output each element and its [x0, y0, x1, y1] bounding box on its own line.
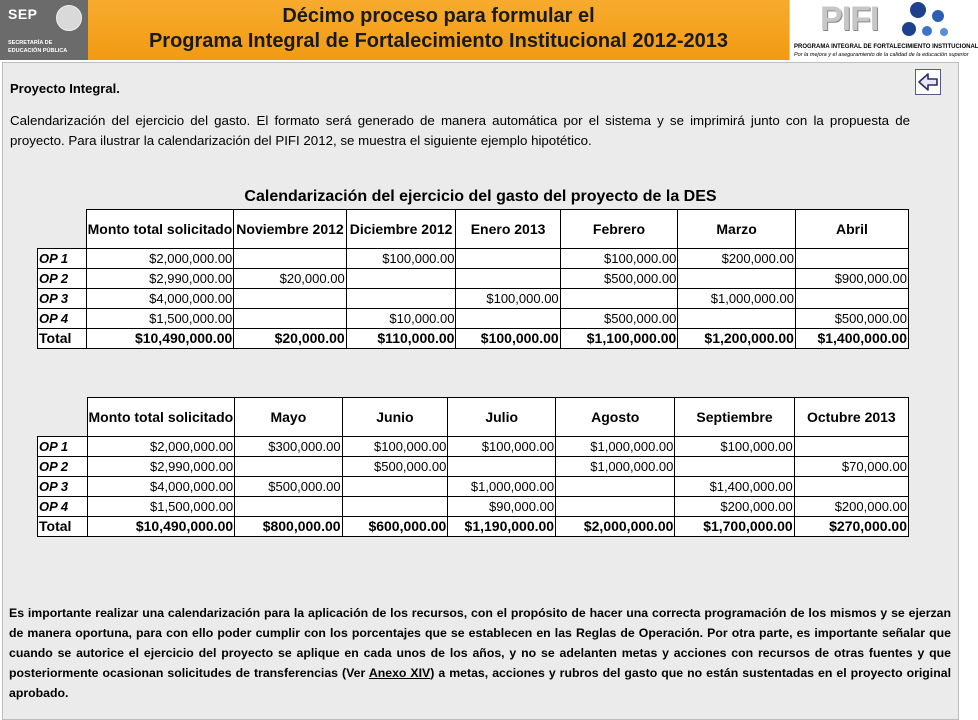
table-cell: $800,000.00 — [235, 517, 342, 537]
table-cell: $270,000.00 — [794, 517, 908, 537]
table-header-row — [38, 210, 909, 249]
table-cell: $1,500,000.00 — [86, 309, 234, 329]
table-row — [38, 437, 909, 457]
table-cell: $100,000.00 — [456, 289, 560, 309]
table-cell — [678, 309, 796, 329]
table-cell: $900,000.00 — [795, 269, 908, 289]
row-label: OP 3 — [38, 289, 87, 309]
table-cell: $20,000.00 — [234, 269, 346, 289]
table-cell — [794, 437, 908, 457]
pifi-logo-dot-icon — [922, 26, 932, 36]
pifi-logo-dot-icon — [902, 22, 916, 36]
column-header: Agosto — [556, 398, 675, 437]
table-cell — [556, 497, 675, 517]
table-cell: $500,000.00 — [235, 477, 342, 497]
table-cell: $100,000.00 — [448, 437, 556, 457]
pifi-logo-dot-icon — [932, 10, 944, 22]
column-header: Junio — [342, 398, 448, 437]
table-cell: $70,000.00 — [794, 457, 908, 477]
table-cell: $200,000.00 — [678, 249, 796, 269]
row-label: OP 1 — [38, 249, 87, 269]
pifi-logo — [789, 0, 978, 60]
table-header-row — [38, 398, 909, 437]
row-label: OP 4 — [38, 497, 88, 517]
table-cell: $10,490,000.00 — [86, 329, 234, 349]
table-cell: $200,000.00 — [675, 497, 794, 517]
table-cell — [556, 477, 675, 497]
table-cell: $10,490,000.00 — [87, 517, 235, 537]
table-cell — [678, 269, 796, 289]
column-header: Noviembre 2012 — [234, 210, 346, 249]
table-row — [38, 457, 909, 477]
title-bar — [88, 0, 789, 60]
sep-logo-subtitle-1: SECRETARÍA DE — [8, 40, 53, 46]
table-cell: $1,700,000.00 — [675, 517, 794, 537]
table-cell: $1,100,000.00 — [560, 329, 678, 349]
table-cell — [235, 497, 342, 517]
table-cell: $90,000.00 — [448, 497, 556, 517]
corner-cell — [38, 210, 87, 249]
table-cell: $20,000.00 — [234, 329, 346, 349]
table-cell: $4,000,000.00 — [86, 289, 234, 309]
content-panel — [2, 62, 959, 720]
table-cell: $500,000.00 — [342, 457, 448, 477]
closing-text-start: Es importante realizar una calendarización para la aplicación de los recursos, con el propósito de hacer una correcta programación de los mismos y se ejerzan de manera oportuna, para con ello poder cumplir con los porcentajes que se establecen en las Reglas de Operación. Por otra parte, es importante señalar que cuando se autorice el ejercicio del proyecto se aplique en cada unos de los años, y no se adelanten metas y acciones con recursos de otras fuentes y que posteriormente ocasionan solicitudes de transferencias (Ver — [9, 606, 951, 680]
header — [0, 0, 978, 62]
table-cell: $500,000.00 — [560, 309, 678, 329]
table-cell: $2,000,000.00 — [86, 249, 234, 269]
table-cell: $100,000.00 — [342, 437, 448, 457]
table-row — [38, 497, 909, 517]
table-cell — [342, 477, 448, 497]
table-cell — [456, 249, 560, 269]
intro-paragraph: Calendarización del ejercicio del gasto. El formato será generado de manera automática por el sistema y se imprimirá junto con la propuesta de proyecto. Para ilustrar la calendarización del PIFI 2012, se muestra el siguiente ejemplo hipotético. — [10, 113, 910, 148]
back-button[interactable] — [915, 69, 941, 95]
column-header: Febrero — [560, 210, 678, 249]
table-cell: $2,000,000.00 — [87, 437, 235, 457]
pifi-logo-dot-icon — [910, 2, 926, 18]
column-header: Diciembre 2012 — [346, 210, 456, 249]
column-header: Julio — [448, 398, 556, 437]
column-header: Enero 2013 — [456, 210, 560, 249]
table-cell: $300,000.00 — [235, 437, 342, 457]
table-cell: $100,000.00 — [456, 329, 560, 349]
table-cell: $2,990,000.00 — [87, 457, 235, 477]
pifi-logo-wordmark: PIFI — [820, 0, 879, 38]
table-cell: $1,200,000.00 — [678, 329, 796, 349]
pifi-logo-dot-icon — [940, 28, 948, 36]
back-arrow-icon — [916, 70, 940, 94]
table-cell — [560, 289, 678, 309]
sep-logo-subtitle-2: EDUCACIÓN PÚBLICA — [8, 48, 68, 54]
closing-paragraph — [9, 603, 951, 703]
table-row — [38, 249, 909, 269]
table-cell: $200,000.00 — [794, 497, 908, 517]
table-cell — [795, 249, 908, 269]
table-cell: $1,000,000.00 — [556, 437, 675, 457]
table-cell: $600,000.00 — [342, 517, 448, 537]
table-cell — [234, 249, 346, 269]
calendar-table-nov-apr — [37, 209, 909, 349]
table-cell: $500,000.00 — [795, 309, 908, 329]
pifi-logo-line-1: PROGRAMA INTEGRAL DE FORTALECIMIENTO INSTITUCIONAL — [794, 44, 978, 50]
table-cell — [342, 497, 448, 517]
table-cell: $100,000.00 — [346, 249, 456, 269]
table-cell — [456, 269, 560, 289]
table-cell: $10,000.00 — [346, 309, 456, 329]
table-cell: $1,000,000.00 — [448, 477, 556, 497]
table-cell: $100,000.00 — [560, 249, 678, 269]
table-cell — [675, 457, 794, 477]
row-label: OP 2 — [38, 269, 87, 289]
row-label: OP 3 — [38, 477, 88, 497]
table-cell: $1,000,000.00 — [556, 457, 675, 477]
table-cell: $1,400,000.00 — [795, 329, 908, 349]
table-cell: $1,000,000.00 — [678, 289, 796, 309]
table-row — [38, 289, 909, 309]
table-cell — [234, 289, 346, 309]
column-header: Mayo — [235, 398, 342, 437]
sep-logo-brand: SEP — [8, 6, 38, 22]
page-title-line-1: Décimo proceso para formular el — [282, 5, 595, 27]
mexican-seal-icon — [56, 5, 82, 31]
table-row — [38, 269, 909, 289]
pifi-logo-line-2: Por la mejora y el aseguramiento de la calidad de la educación superior — [794, 52, 969, 58]
table-row — [38, 517, 909, 537]
row-label: OP 4 — [38, 309, 87, 329]
table-cell — [346, 269, 456, 289]
table-cell: $2,000,000.00 — [556, 517, 675, 537]
table-cell — [234, 309, 346, 329]
row-label: OP 2 — [38, 457, 88, 477]
table-cell — [794, 477, 908, 497]
table-cell — [795, 289, 908, 309]
table-cell: $1,500,000.00 — [87, 497, 235, 517]
table-row — [38, 309, 909, 329]
anexo-xiv-link[interactable]: Anexo XIV — [368, 666, 431, 680]
column-header: Septiembre — [675, 398, 794, 437]
table-cell: $1,190,000.00 — [448, 517, 556, 537]
project-label: Proyecto Integral. — [10, 81, 120, 96]
row-label: Total — [38, 517, 88, 537]
table-cell: $1,400,000.00 — [675, 477, 794, 497]
column-header: Monto total solicitado — [87, 398, 235, 437]
closing-text-end: ) a metas, acciones y rubros del gasto que no están sustentadas en el proyecto original aprobado. — [9, 666, 951, 700]
table-cell: $100,000.00 — [675, 437, 794, 457]
column-header: Abril — [795, 210, 908, 249]
corner-cell — [38, 398, 88, 437]
table-cell: $110,000.00 — [346, 329, 456, 349]
table-cell: $500,000.00 — [560, 269, 678, 289]
column-header: Marzo — [678, 210, 796, 249]
table-cell — [456, 309, 560, 329]
column-header: Octubre 2013 — [794, 398, 908, 437]
table-cell — [448, 457, 556, 477]
page-title-line-2: Programa Integral de Fortalecimiento Institucional 2012-2013 — [148, 30, 729, 52]
table-cell: $2,990,000.00 — [86, 269, 234, 289]
table-title: Calendarización del ejercicio del gasto del proyecto de la DES — [244, 188, 717, 205]
table-row — [38, 477, 909, 497]
calendar-table-may-oct — [37, 397, 909, 537]
row-label: OP 1 — [38, 437, 88, 457]
row-label: Total — [38, 329, 87, 349]
column-header: Monto total solicitado — [86, 210, 234, 249]
sep-logo — [0, 0, 89, 60]
table-row — [38, 329, 909, 349]
table-cell: $4,000,000.00 — [87, 477, 235, 497]
table-cell — [235, 457, 342, 477]
table-cell — [346, 289, 456, 309]
